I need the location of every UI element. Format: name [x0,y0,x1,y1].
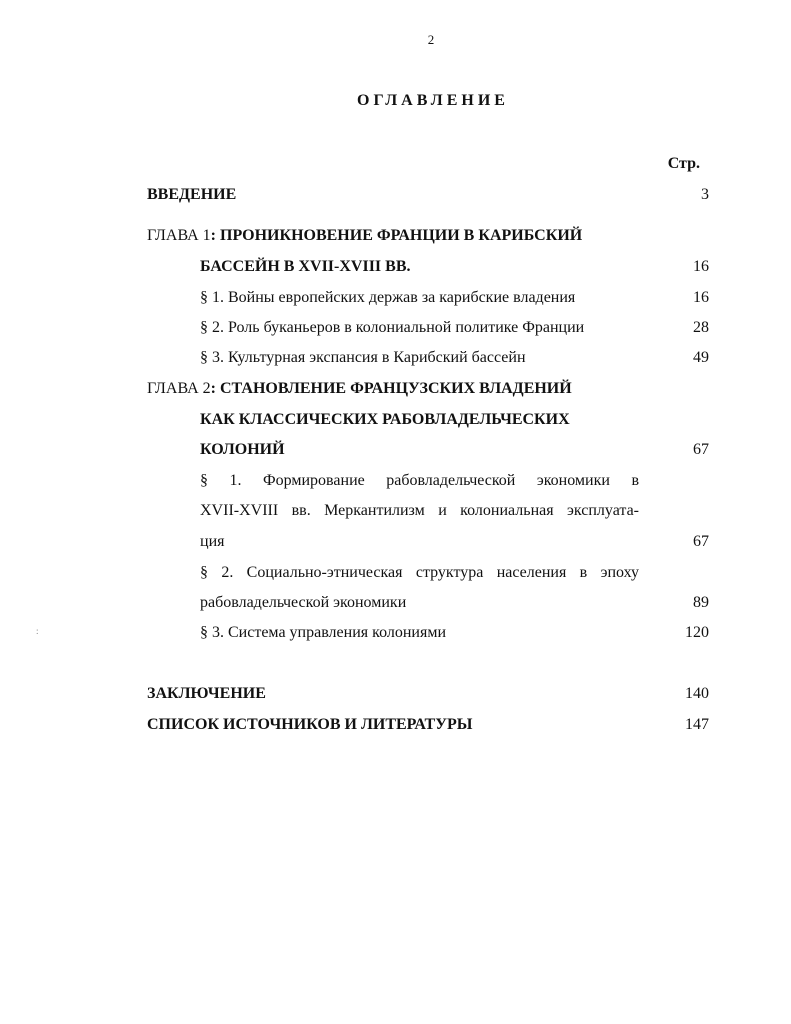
toc-page-conclusion: 140 [685,685,709,702]
chapter1-prefix: ГЛАВА 1 [147,227,211,244]
toc-entry-chapter2 [147,379,572,399]
toc-entry-conclusion: ЗАКЛЮЧЕНИЕ [147,685,266,702]
toc-entry-bibliography: СПИСОК ИСТОЧНИКОВ И ЛИТЕРАТУРЫ [147,716,473,733]
chapter2-prefix: ГЛАВА 2 [147,380,211,397]
toc-page-chapter2-section1: 67 [693,533,709,550]
toc-page-chapter2: 67 [693,441,709,458]
chapter2-section2-line2: рабовладельческой экономики [200,594,407,611]
chapter2-title-line1: СТАНОВЛЕНИЕ ФРАНЦУЗСКИХ ВЛАДЕНИЙ [216,380,572,397]
page-column-header: Стр. [667,155,700,172]
chapter2-section1-line2: XVII-XVIII вв. Меркантилизм и колониальная эксплуата- [200,502,639,519]
chapter2-colon: : [210,380,216,397]
chapter1-section1: § 1. Войны европейских держав за карибские владения [200,289,576,306]
chapter1-section3: § 3. Культурная экспансия в Карибский бассейн [200,349,526,366]
chapter2-section3: § 3. Система управления колониями [200,624,447,641]
toc-page-chapter1-section3: 49 [693,349,709,366]
toc-page-intro: 3 [701,186,709,203]
toc-page-chapter1-section1: 16 [693,289,709,306]
toc-page-chapter2-section3: 120 [685,624,709,641]
chapter2-title-line2: КАК КЛАССИЧЕСКИХ РАБОВЛАДЕЛЬЧЕСКИХ [200,411,570,428]
chapter1-title-line1: ПРОНИКНОВЕНИЕ ФРАНЦИИ В КАРИБСКИЙ [216,227,583,244]
chapter2-section2-line1: § 2. Социально-этническая структура населения в эпоху [200,564,639,581]
chapter2-section1-line1: § 1. Формирование рабовладельческой экономики в [200,472,639,489]
chapter1-title-line2: БАССЕЙН В XVII-XVIII ВВ. [200,258,411,275]
toc-page-bibliography: 147 [685,716,709,733]
page-number: 2 [427,32,435,47]
chapter2-title-line3: КОЛОНИЙ [200,441,285,458]
toc-title: ОГЛАВЛЕНИЕ [357,92,509,109]
chapter1-section2: § 2. Роль буканьеров в колониальной политике Франции [200,319,585,336]
toc-page-chapter1-section2: 28 [693,319,709,336]
toc-entry-intro: ВВЕДЕНИЕ [147,186,237,203]
margin-mark: : [36,626,39,636]
toc-page-chapter1: 16 [693,258,709,275]
chapter2-section1-line3: ция [200,533,225,550]
chapter1-colon: : [210,227,216,244]
toc-entry-chapter1 [147,226,582,246]
toc-page-chapter2-section2: 89 [693,594,709,611]
